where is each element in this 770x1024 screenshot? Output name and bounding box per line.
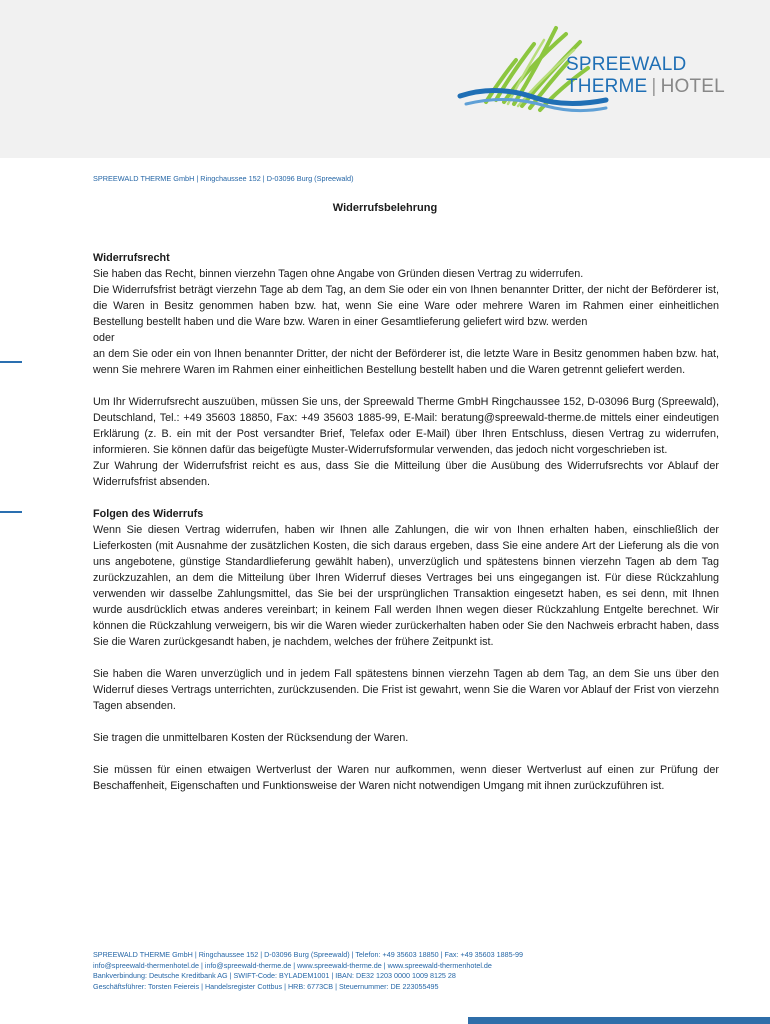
logo-hotel: HOTEL bbox=[660, 76, 725, 97]
logo-separator: | bbox=[651, 76, 657, 97]
document-body bbox=[93, 250, 719, 794]
fold-mark-top bbox=[0, 361, 22, 363]
paragraph: Sie haben das Recht, binnen vierzehn Tagen ohne Angabe von Gründen diesen Vertrag zu widerrufen. bbox=[93, 268, 584, 280]
sender-address-line: SPREEWALD THERME GmbH | Ringchaussee 152 | D-03096 Burg (Spreewald) bbox=[93, 174, 354, 183]
paragraph: Sie tragen die unmittelbaren Kosten der Rücksendung der Waren. bbox=[93, 732, 409, 744]
paragraph: Sie müssen für einen etwaigen Wertverlust der Waren nur aufkommen, wenn dieser Wertverlust auf einen zur Prüfung der Beschaffenheit, Eigenschaften und Funktionsweise der Waren nicht notwendigen Umgang mit ihnen zurückzuführen ist. bbox=[93, 764, 719, 792]
footer-line-bank: Bankverbindung: Deutsche Kreditbank AG | SWIFT-Code: BYLADEM1001 | IBAN: DE32 1203 0000 1009 8125 28 bbox=[93, 971, 456, 981]
footer-accent-bar bbox=[468, 1017, 770, 1024]
logo-therme: THERME bbox=[566, 76, 648, 97]
section-heading-widerrufsrecht: Widerrufsrecht bbox=[93, 252, 170, 264]
paragraph: Zur Wahrung der Widerrufsfrist reicht es aus, dass Sie die Mitteilung über die Ausübung des Widerrufsrechts vor Ablauf der Widerrufsfrist absenden. bbox=[93, 460, 719, 488]
document-title: Widerrufsbelehrung bbox=[332, 202, 438, 214]
paragraph: oder bbox=[93, 332, 115, 344]
footer-line-registry: Geschäftsführer: Torsten Feiereis | Handelsregister Cottbus | HRB: 6773CB | Steuernummer: DE 223055495 bbox=[93, 981, 439, 991]
logo-line-spreewald: SPREEWALD bbox=[566, 54, 687, 75]
paragraph: an dem Sie oder ein von Ihnen benannter Dritter, der nicht der Beförderer ist, die letzte Ware in Besitz genommen haben bzw. hat, wenn Sie mehrere Waren im Rahmen einer einheitlichen Bestellung bestellt haben und die Waren getrennt geliefert werden. bbox=[93, 348, 719, 376]
paragraph: Die Widerrufsfrist beträgt vierzehn Tage ab dem Tag, an dem Sie oder ein von Ihnen benannter Dritter, der nicht der Beförderer ist, die Waren in Besitz genommen haben bzw. hat, wenn Sie eine Ware oder mehrere Waren im Rahmen einer einheitlichen Bestellung bestellt haben und die Ware bzw. Waren in einer Gesamtlieferung geliefert wird bzw. werden bbox=[93, 284, 719, 328]
paragraph: Wenn Sie diesen Vertrag widerrufen, haben wir Ihnen alle Zahlungen, die wir von Ihnen erhalten haben, einschließlich der Lieferkosten (mit Ausnahme der zusätzlichen Kosten, die sich daraus ergeben, dass Sie eine andere Art der Lieferung als die von uns angebotene, günstige Standardlieferung gewählt haben), unverzüglich und spätestens binnen vierzehn Tagen ab dem Tag zurückzuzahlen, an dem die Mitteilung über Ihren Widerruf dieses Vertrages bei uns eingegangen ist. Für diese Rückzahlung verwenden wir dasselbe Zahlungsmittel, das Sie bei der ursprünglichen Transaktion eingesetzt haben, es sei denn, mit Ihnen wurde ausdrücklich etwas anderes vereinbart; in keinem Fall werden Ihnen wegen dieser Rückzahlung Entgelte berechnet. Wir können die Rückzahlung verweigern, bis wir die Waren wieder zurückerhalten haben oder Sie den Nachweis erbracht haben, dass Sie die Waren zurückgesandt haben, je nachdem, welches der frühere Zeitpunkt ist. bbox=[93, 524, 719, 648]
logo-wordmark bbox=[566, 54, 725, 98]
fold-mark-middle bbox=[0, 511, 22, 513]
section-heading-folgen: Folgen des Widerrufs bbox=[93, 508, 204, 520]
logo-line-therme-hotel bbox=[566, 76, 725, 98]
footer-line-address: SPREEWALD THERME GmbH | Ringchaussee 152 | D-03096 Burg (Spreewald) | Telefon: +49 35603 18850 | Fax: +49 35603 1885-99 bbox=[93, 950, 524, 959]
paragraph: Um Ihr Widerrufsrecht auszuüben, müssen Sie uns, der Spreewald Therme GmbH Ringchaussee 152, D-03096 Burg (Spreewald), Deutschland, Tel.: +49 35603 18850, Fax: +49 35603 1885-99, E-Mail: beratung@spreewald-therme.de mittels einer eindeutigen Erklärung (z. B. ein mit der Post versandter Brief, Telefax oder E-Mail) über Ihren Entschluss, diesen Vertrag zu widerrufen, informieren. Sie können dafür das beigefügte Muster-Widerrufsformular verwenden, das jedoch nicht vorgeschrieben ist. bbox=[93, 396, 719, 456]
letter-footer bbox=[93, 950, 523, 992]
footer-line-web: info@spreewald-thermenhotel.de | info@spreewald-therme.de | www.spreewald-therme.de | www.spreewald-thermenhotel.de bbox=[93, 960, 492, 970]
paragraph: Sie haben die Waren unverzüglich und in jedem Fall spätestens binnen vierzehn Tagen ab dem Tag, an dem Sie uns über den Widerruf dieses Vertrags unterrichten, zurückzusenden. Die Frist ist gewahrt, wenn Sie die Waren vor Ablauf der Frist von vierzehn Tagen absenden. bbox=[93, 668, 719, 712]
